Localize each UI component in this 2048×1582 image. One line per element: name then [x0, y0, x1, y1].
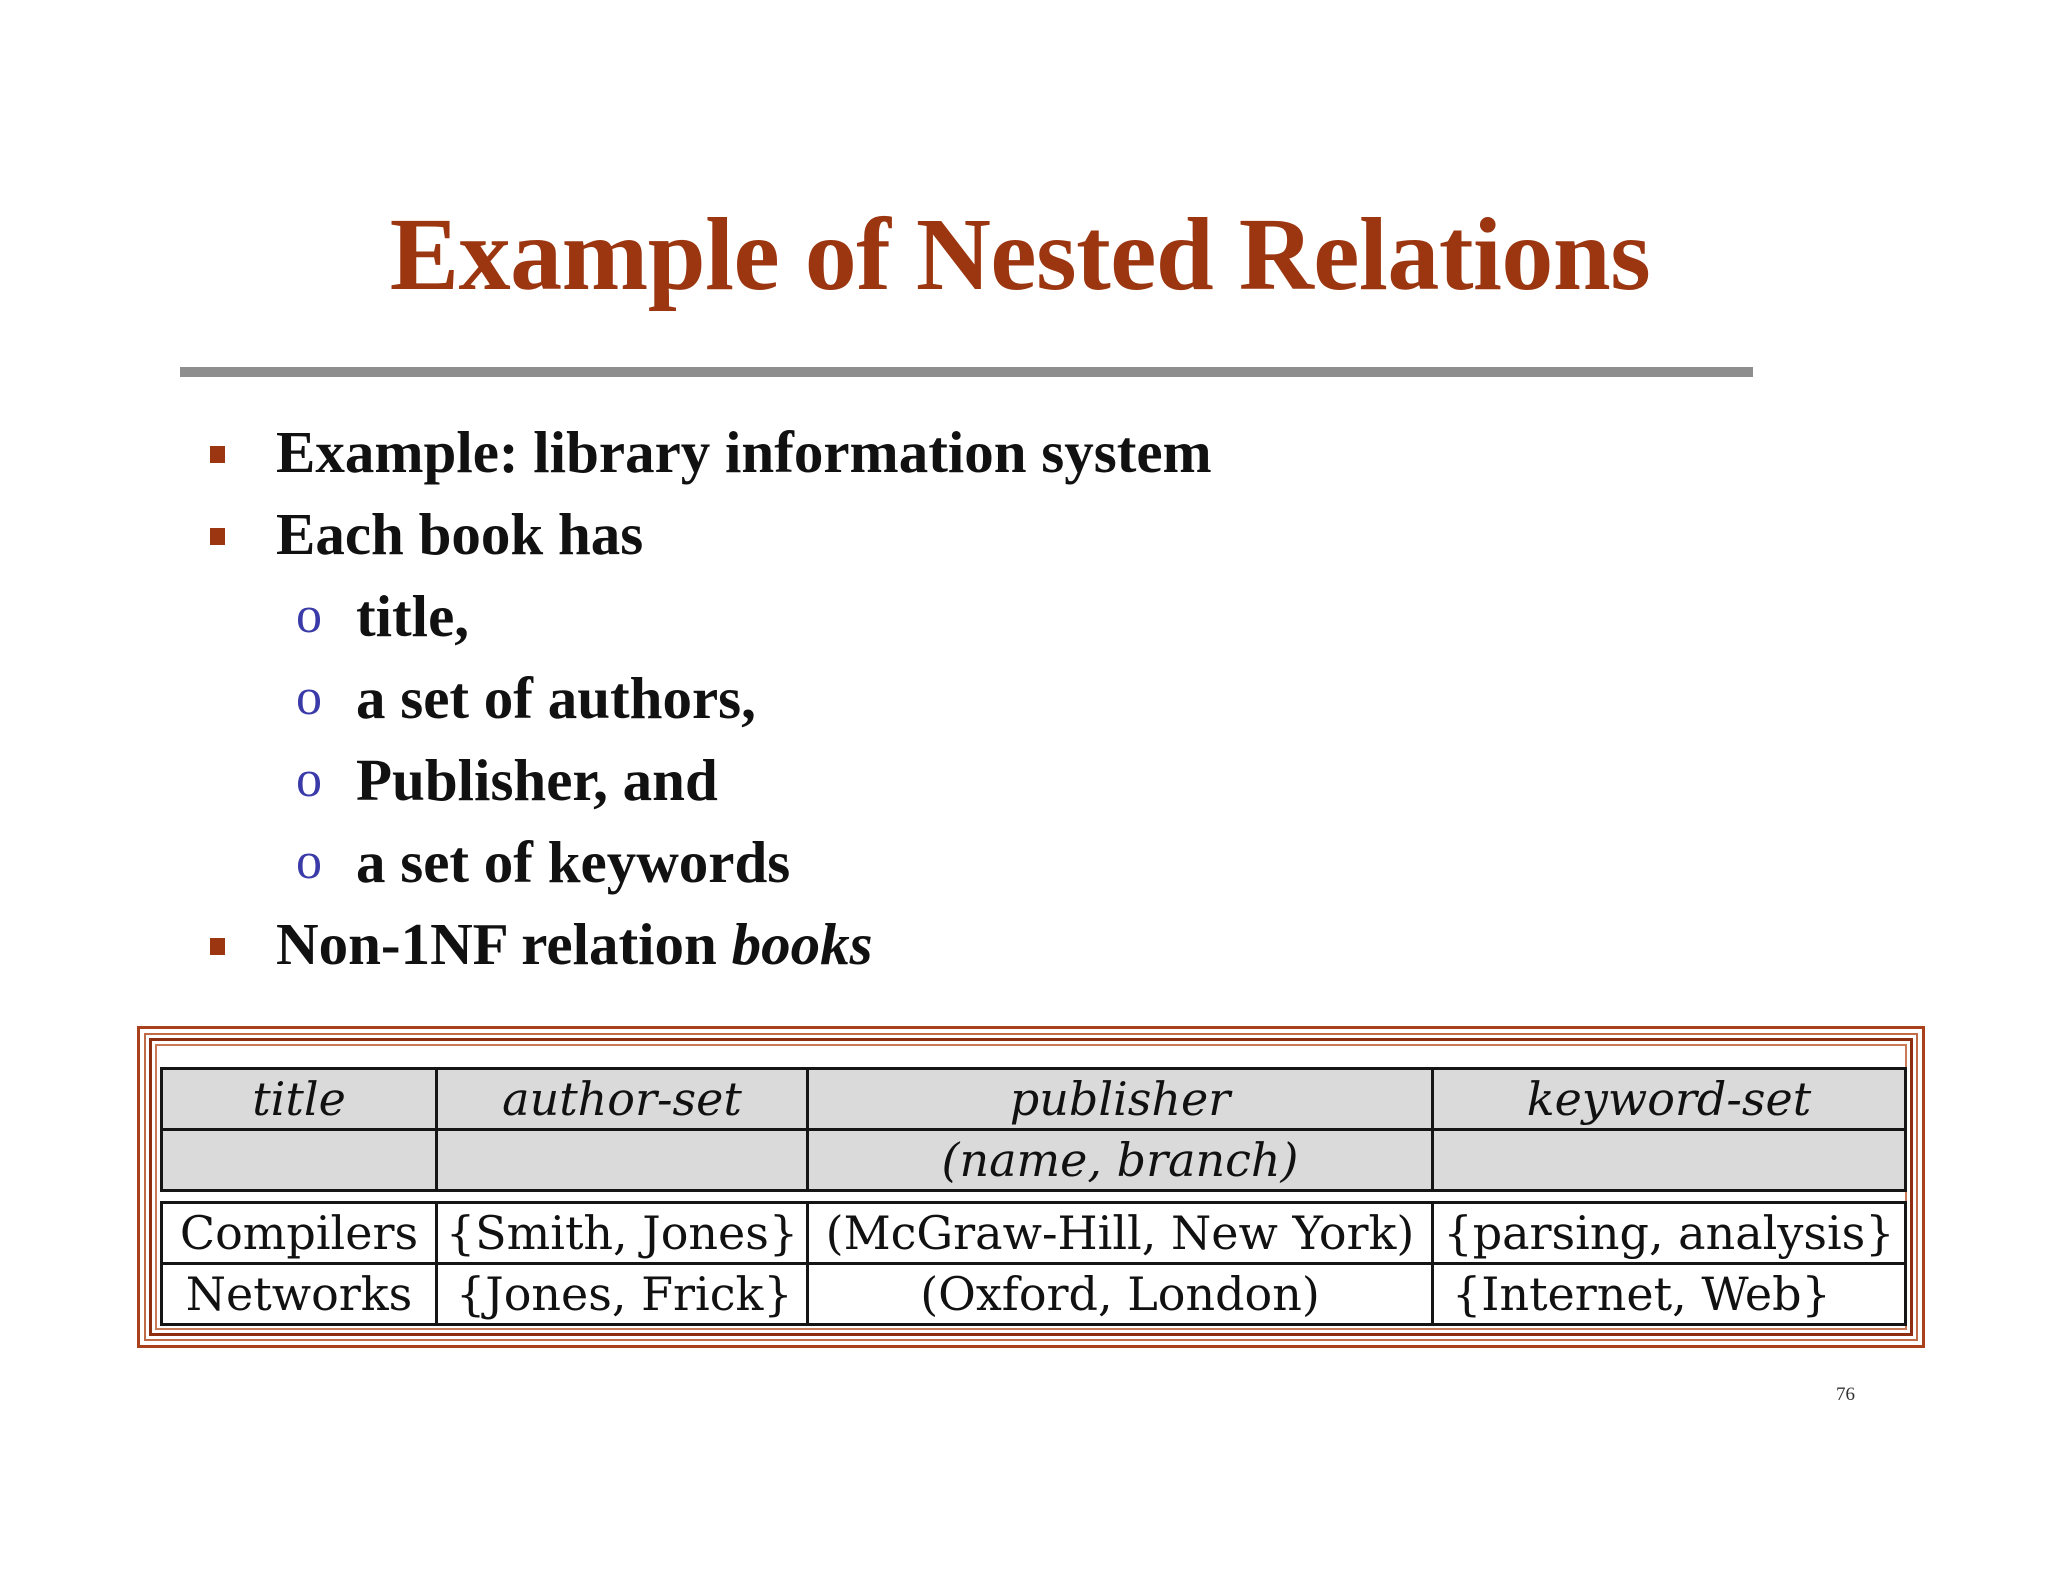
square-bullet-icon — [210, 528, 225, 545]
column-header: publisher — [808, 1069, 1433, 1130]
column-header: author-set — [437, 1069, 808, 1130]
column-header: keyword-set — [1433, 1069, 1906, 1130]
bullet-text: Example: library information system — [276, 419, 1212, 485]
circle-bullet-icon: o — [296, 751, 322, 808]
sub-bullet-text: title, — [356, 583, 470, 649]
table-cell: (Oxford, London) — [808, 1264, 1433, 1325]
table-row — [162, 1264, 1906, 1325]
title-divider — [180, 367, 1753, 377]
table-cell: (McGraw-Hill, New York) — [808, 1203, 1433, 1264]
table-cell: {Smith, Jones} — [437, 1203, 808, 1264]
sub-bullet-text: a set of authors, — [356, 665, 756, 731]
relation-table-frame — [137, 1026, 1925, 1348]
relation-data-table — [160, 1201, 1907, 1326]
table-cell: Compilers — [162, 1203, 437, 1264]
slide-title: Example of Nested Relations — [389, 197, 1651, 312]
circle-bullet-icon: o — [296, 669, 322, 726]
bullet-text: Each book has — [276, 501, 644, 567]
column-subheader — [162, 1130, 437, 1191]
sub-bullet-text: Publisher, and — [356, 747, 718, 813]
table-cell: {Jones, Frick} — [437, 1264, 808, 1325]
header-row — [162, 1069, 1906, 1130]
column-subheader: (name, branch) — [808, 1130, 1433, 1191]
sub-bullet-text: a set of keywords — [356, 829, 791, 895]
subheader-row — [162, 1130, 1906, 1191]
column-subheader — [437, 1130, 808, 1191]
column-subheader — [1433, 1130, 1906, 1191]
circle-bullet-icon: o — [296, 587, 322, 644]
table-cell: {parsing, analysis} — [1433, 1203, 1906, 1264]
table-cell: {Internet, Web} — [1433, 1264, 1906, 1325]
bullet-text-plain: Non-1NF relation — [276, 911, 732, 977]
relation-schema-table — [160, 1067, 1907, 1192]
column-header: title — [162, 1069, 437, 1130]
square-bullet-icon — [210, 938, 225, 955]
bullet-text — [276, 904, 873, 984]
table-cell: Networks — [162, 1264, 437, 1325]
circle-bullet-icon: o — [296, 833, 322, 890]
page-number: 76 — [1836, 1384, 1855, 1405]
square-bullet-icon — [210, 446, 225, 463]
relation-name: books — [731, 911, 873, 977]
table-row — [162, 1203, 1906, 1264]
